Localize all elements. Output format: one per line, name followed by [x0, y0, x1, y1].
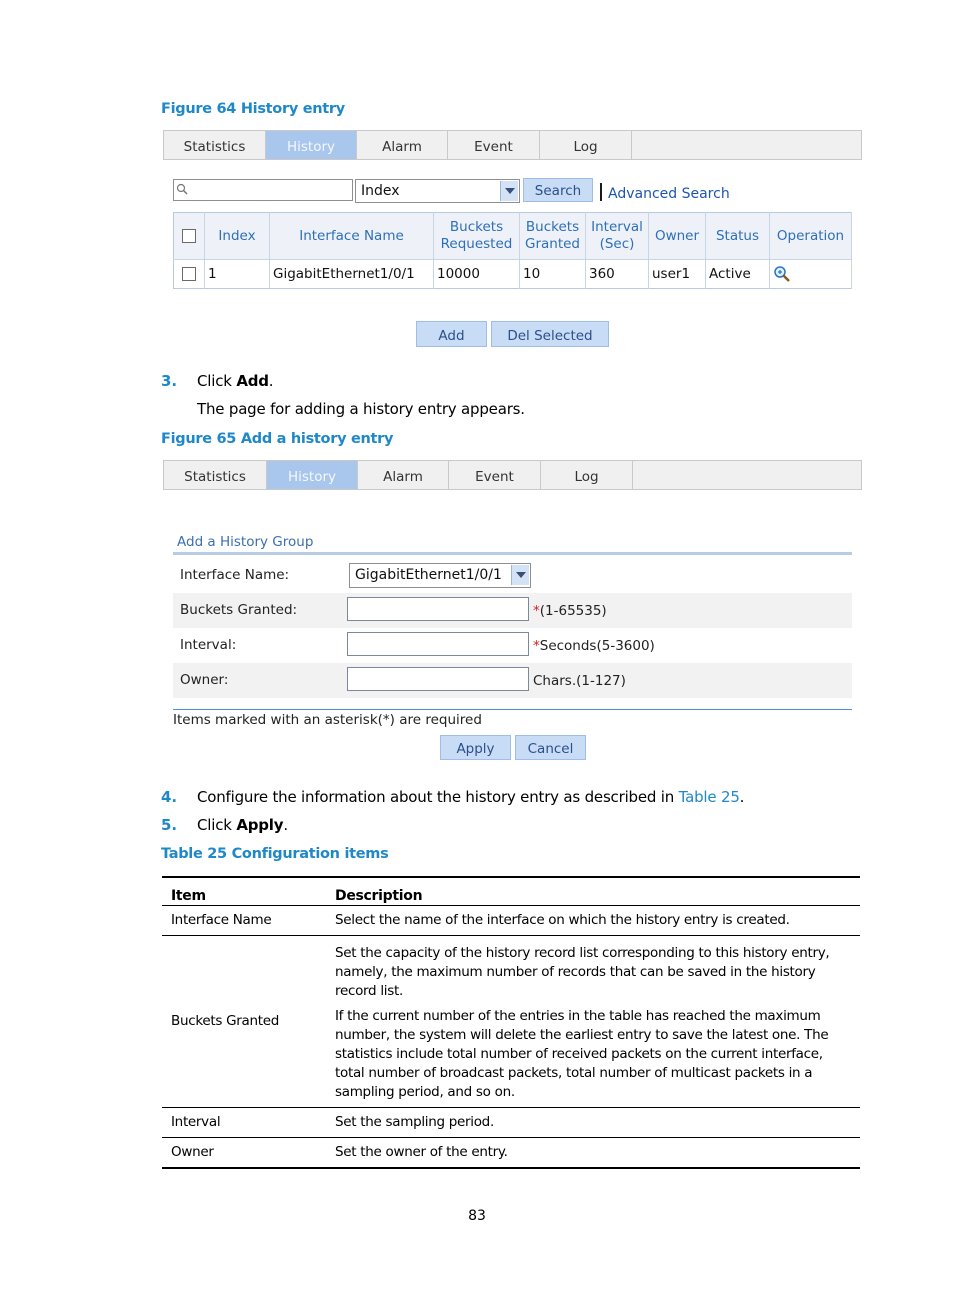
- header-operation: Operation: [770, 213, 852, 260]
- magnifier-icon[interactable]: [773, 265, 791, 283]
- step-5-bold: Apply: [236, 816, 284, 834]
- step-3-number: 3.: [161, 372, 178, 390]
- config-item-buckets: Buckets Granted: [162, 936, 326, 1108]
- form-row-buckets: [173, 593, 852, 628]
- config-item-owner: Owner: [162, 1138, 326, 1169]
- table-header-row: [174, 213, 852, 260]
- config-header-description: Description: [326, 877, 860, 906]
- tab-history[interactable]: History: [266, 131, 357, 159]
- interval-hint: [533, 638, 655, 654]
- cell-status: Active: [706, 260, 770, 289]
- row-checkbox[interactable]: [182, 267, 196, 281]
- form-title-divider: [173, 552, 852, 555]
- buckets-granted-input[interactable]: [347, 597, 529, 621]
- chevron-down-icon: [511, 565, 529, 585]
- row-checkbox-cell: [174, 260, 205, 289]
- step-4-suffix: .: [739, 788, 745, 806]
- advanced-search-link[interactable]: Advanced Search: [608, 186, 730, 202]
- tab-statistics[interactable]: Statistics: [164, 131, 266, 159]
- table-row: [162, 1138, 860, 1169]
- form-title: Add a History Group: [177, 534, 314, 550]
- tab-alarm[interactable]: Alarm: [358, 461, 449, 489]
- interface-name-select[interactable]: [349, 563, 531, 588]
- cell-buckets-requested: 10000: [434, 260, 520, 289]
- step-3-description: The page for adding a history entry appears.: [197, 400, 525, 418]
- required-note: Items marked with an asterisk(*) are required: [173, 712, 482, 728]
- table-row: [162, 936, 860, 1108]
- table-row: [174, 260, 852, 289]
- tab-log[interactable]: Log: [541, 461, 633, 489]
- table-25-caption: Table 25 Configuration items: [161, 846, 389, 862]
- header-owner[interactable]: Owner: [649, 213, 706, 260]
- form-row-interface: [173, 558, 852, 593]
- config-desc-buckets: [326, 936, 860, 1108]
- step-5-suffix: .: [283, 816, 288, 834]
- tab-alarm[interactable]: Alarm: [357, 131, 448, 159]
- step-3-prefix: Click: [197, 372, 237, 390]
- header-buckets-requested-line2: Requested: [440, 236, 513, 252]
- cell-interval: 360: [586, 260, 649, 289]
- interval-range: Seconds(5-3600): [539, 638, 655, 654]
- table-row: [162, 1108, 860, 1138]
- required-asterisk: *: [533, 603, 540, 619]
- chevron-down-icon: [500, 181, 518, 201]
- cell-index: 1: [205, 260, 270, 289]
- config-header-row: [162, 877, 860, 906]
- interval-input[interactable]: [347, 632, 529, 656]
- form-row-interval: [173, 628, 852, 663]
- tab-event[interactable]: Event: [448, 131, 540, 159]
- tab-bar-figure65: [163, 460, 862, 490]
- del-selected-button[interactable]: Del Selected: [491, 321, 609, 347]
- apply-button[interactable]: Apply: [440, 735, 511, 760]
- tab-history[interactable]: History: [267, 461, 358, 489]
- step-5-prefix: Click: [197, 816, 237, 834]
- header-buckets-requested-line1: Buckets: [449, 219, 504, 235]
- history-table: [173, 212, 852, 289]
- figure-64-caption: Figure 64 History entry: [161, 101, 345, 117]
- step-5-text: [197, 816, 288, 834]
- interface-name-value: GigabitEthernet1/0/1: [355, 567, 502, 583]
- config-desc-interval: Set the sampling period.: [326, 1108, 860, 1138]
- figure-65-caption: Figure 65 Add a history entry: [161, 431, 394, 447]
- config-item-interface: Interface Name: [162, 906, 326, 936]
- search-field-select[interactable]: [355, 179, 520, 203]
- owner-hint: Chars.(1-127): [533, 673, 626, 689]
- add-button[interactable]: Add: [416, 321, 487, 347]
- table-25-link[interactable]: Table 25: [678, 788, 740, 806]
- step-3-suffix: .: [268, 372, 274, 390]
- cancel-button[interactable]: Cancel: [515, 735, 586, 760]
- header-interval-line2: (Sec): [599, 236, 635, 252]
- step-3-bold: Add: [236, 372, 269, 390]
- step-4-text: [197, 788, 744, 806]
- config-desc-interface: Select the name of the interface on which the history entry is created.: [326, 906, 860, 936]
- search-button[interactable]: Search: [523, 178, 593, 202]
- separator: [600, 183, 602, 201]
- page-number: 83: [468, 1208, 486, 1224]
- select-all-cell: [174, 213, 205, 260]
- header-interface-name[interactable]: Interface Name: [270, 213, 434, 260]
- search-field-value: Index: [361, 183, 400, 199]
- step-3-text: [197, 372, 273, 390]
- step-4-body: Configure the information about the history entry as described in: [197, 788, 679, 806]
- table-row: [162, 906, 860, 936]
- search-input[interactable]: [173, 179, 353, 201]
- header-buckets-granted-line1: Buckets: [525, 219, 580, 235]
- tab-bar-figure64: [163, 130, 862, 160]
- cell-owner: user1: [649, 260, 706, 289]
- tab-statistics[interactable]: Statistics: [164, 461, 267, 489]
- configuration-table: [162, 876, 860, 1169]
- tab-event[interactable]: Event: [449, 461, 541, 489]
- tab-log[interactable]: Log: [540, 131, 632, 159]
- owner-label: Owner:: [180, 672, 229, 688]
- header-index[interactable]: Index: [205, 213, 270, 260]
- buckets-granted-hint: [533, 603, 607, 619]
- owner-input[interactable]: [347, 667, 529, 691]
- select-all-checkbox[interactable]: [182, 229, 196, 243]
- buckets-granted-range: (1-65535): [539, 603, 607, 619]
- cell-buckets-granted: 10: [520, 260, 586, 289]
- form-bottom-divider: [173, 709, 852, 710]
- buckets-granted-label: Buckets Granted:: [180, 602, 298, 618]
- interval-label: Interval:: [180, 637, 237, 653]
- header-buckets-granted[interactable]: [520, 213, 586, 260]
- header-interval[interactable]: [586, 213, 649, 260]
- header-interval-line1: Interval: [591, 219, 643, 235]
- form-row-owner: [173, 663, 852, 698]
- required-asterisk: *: [533, 638, 540, 654]
- config-header-item: Item: [162, 877, 326, 906]
- search-icon: [176, 183, 190, 197]
- cell-operation: [770, 260, 852, 289]
- config-desc-owner: Set the owner of the entry.: [326, 1138, 860, 1169]
- config-desc-buckets-p1: Set the capacity of the history record list corresponding to this history entry, namely, the maximum number of records that can be saved in the history record list.: [335, 945, 830, 999]
- cell-interface-name: GigabitEthernet1/0/1: [270, 260, 434, 289]
- config-item-interval: Interval: [162, 1108, 326, 1138]
- header-status[interactable]: Status: [706, 213, 770, 260]
- step-4-number: 4.: [161, 788, 178, 806]
- header-buckets-granted-line2: Granted: [524, 236, 580, 252]
- interface-name-label: Interface Name:: [180, 567, 290, 583]
- config-desc-buckets-p2: If the current number of the entries in the table has reached the maximum number, the system will delete the earliest entry to save the latest one. The statistics include total number of received packets on the current interface, total number of broadcast packets, total number of multicast packets in a sampling period, and so on.: [335, 1008, 829, 1100]
- step-5-number: 5.: [161, 816, 178, 834]
- header-buckets-requested[interactable]: [434, 213, 520, 260]
